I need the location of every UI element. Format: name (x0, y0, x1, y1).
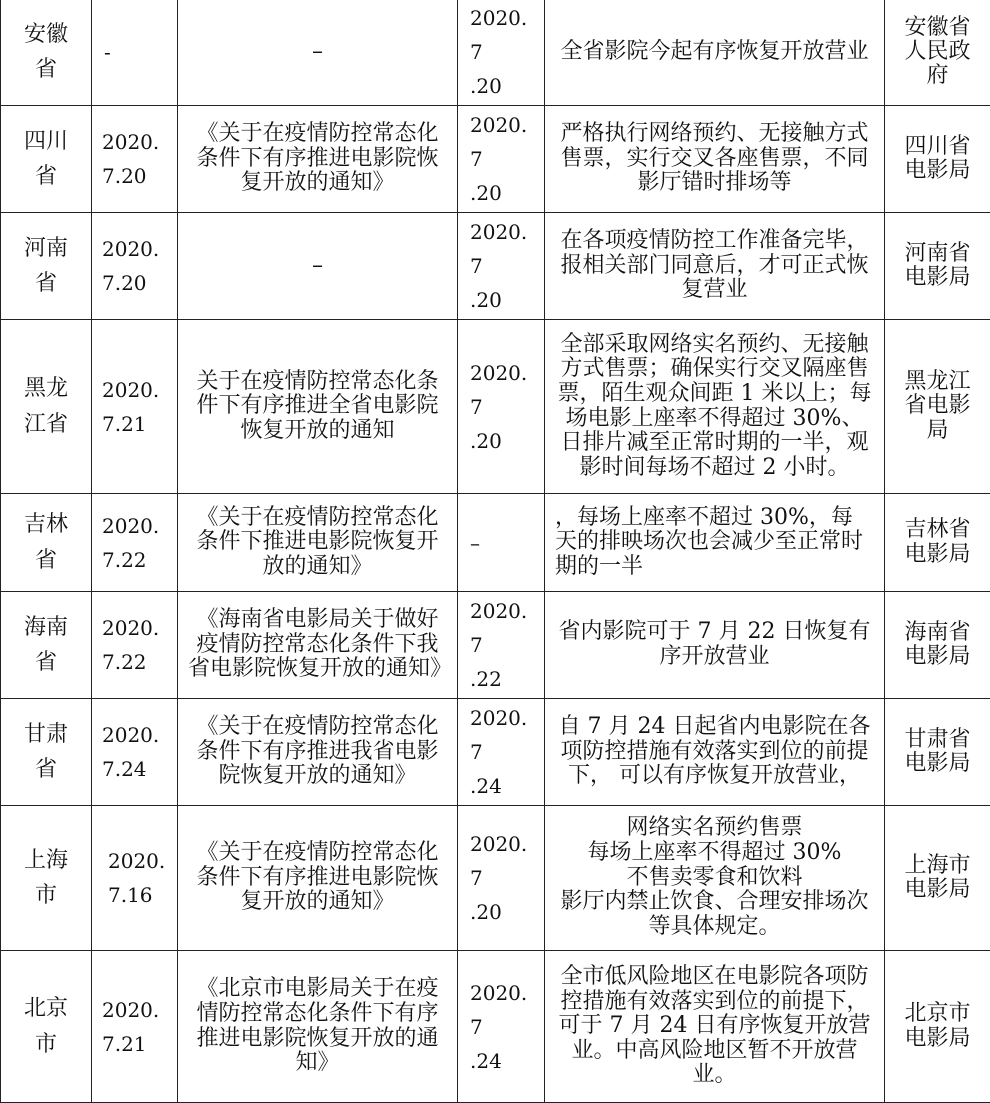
document-cell: 《关于在疫情防控常态化条件下有序推进我省电影院恢复开放的通知》 (178, 699, 458, 806)
requirement-line: 每场上座率不得超过 30% (555, 841, 874, 866)
effective-date-part2: .20 (470, 895, 538, 929)
effective-date-cell (458, 213, 545, 320)
requirements-cell: 自 7 月 24 日起省内电影院在各项防控措施有效落实到位的前提下， 可以有序恢复开放营业， (545, 699, 885, 806)
issue-date-cell (92, 213, 178, 320)
province-cell: 海南省 (1, 592, 92, 699)
agency-cell: 四川省电影局 (885, 106, 990, 213)
table-row-henan (1, 213, 990, 320)
issue-date-part2: 7.16 (108, 878, 171, 912)
requirements-cell: ，每场上座率不超过 30%，每天的排映场次也会减少至正常时期的一半 (545, 494, 885, 592)
issue-date-cell (92, 592, 178, 699)
effective-date-part2: .24 (470, 1044, 538, 1078)
requirements-cell: 全部采取网络实名预约、无接触方式售票；确保实行交叉隔座售票，陌生观众间距 1 米以上；每场电影上座率不得超过 30%、日排片减至正常时期的一半，观影时间每场不超过 2 小时。 (545, 320, 885, 494)
effective-date-part1: 2020.7 (470, 215, 538, 283)
province-cell: 北京市 (1, 951, 92, 1103)
effective-date-part1: 2020.7 (470, 1, 538, 69)
issue-date-cell (92, 699, 178, 806)
document-cell: – (178, 0, 458, 106)
document-cell: 《关于在疫情防控常态化条件下有序推进电影院恢复开放的通知》 (178, 806, 458, 951)
issue-date-part1: 2020. (102, 611, 171, 645)
province-cell: 吉林省 (1, 494, 92, 592)
requirements-cell: 在各项疫情防控工作准备完毕，报相关部门同意后，才可正式恢复营业 (545, 213, 885, 320)
effective-date-part1: 2020.7 (470, 827, 538, 895)
effective-date-cell (458, 951, 545, 1103)
issue-date-cell (92, 494, 178, 592)
document-cell: – (178, 213, 458, 320)
requirements-cell: 严格执行网络预约、无接触方式售票，实行交叉各座售票，不同影厅错时排场等 (545, 106, 885, 213)
issue-date-part1: 2020. (102, 125, 171, 159)
requirements-cell (545, 806, 885, 951)
issue-date-cell (92, 951, 178, 1103)
effective-date-part1: 2020.7 (470, 356, 538, 424)
requirement-line: 影厅内禁止饮食、合理安排场次等具体规定。 (555, 890, 874, 939)
effective-date-part2: .20 (470, 424, 538, 458)
issue-date-cell (92, 320, 178, 494)
document-cell: 《关于在疫情防控常态化条件下推进电影院恢复开放的通知》 (178, 494, 458, 592)
issue-date-part1: 2020. (102, 993, 171, 1027)
requirements-cell: 全省影院今起有序恢复开放营业 (545, 0, 885, 106)
province-cell: 黑龙江省 (1, 320, 92, 494)
province-cell: 安徽省 (1, 0, 92, 106)
effective-date-cell (458, 106, 545, 213)
document-cell: 《关于在疫情防控常态化条件下有序推进电影院恢复开放的通知》 (178, 106, 458, 213)
effective-date-part2: .20 (470, 283, 538, 317)
requirement-line: 网络实名预约售票 (555, 816, 874, 841)
issue-date-part2: 7.21 (102, 1027, 171, 1061)
effective-date-cell (458, 320, 545, 494)
issue-date-part1: 2020. (102, 718, 171, 752)
issue-date-part2: 7.20 (102, 266, 171, 300)
requirement-line: 不售卖零食和饮料 (555, 866, 874, 891)
effective-date-part2: .20 (470, 176, 538, 210)
table-row-gansu (1, 699, 990, 806)
issue-date-cell (92, 106, 178, 213)
table-row-sichuan (1, 106, 990, 213)
issue-date-part2: 7.20 (102, 159, 171, 193)
agency-cell: 河南省电影局 (885, 213, 990, 320)
agency-cell: 甘肃省电影局 (885, 699, 990, 806)
issue-date-part1: 2020. (102, 373, 171, 407)
effective-date-part2: .20 (470, 69, 538, 103)
effective-date-cell (458, 494, 545, 592)
effective-date-part1: 2020.7 (470, 108, 538, 176)
table-row-hainan (1, 592, 990, 699)
effective-date-cell (458, 0, 545, 106)
issue-date-part1: 2020. (102, 509, 171, 543)
agency-cell: 安徽省人民政府 (885, 0, 990, 106)
document-cell: 《北京市电影局关于在疫情防控常态化条件下有序推进电影院恢复开放的通知》 (178, 951, 458, 1103)
issue-date-part2: 7.21 (102, 407, 171, 441)
issue-date-cell: - (92, 0, 178, 106)
effective-date-part1: 2020.7 (470, 701, 538, 769)
table-row-jilin (1, 494, 990, 592)
issue-date-part1: 2020. (108, 844, 171, 878)
requirements-cell: 全市低风险地区在电影院各项防控措施有效落实到位的前提下， 可于 7 月 24 日有序恢复开放营业。中高风险地区暂不开放营业。 (545, 951, 885, 1103)
issue-date-part2: 7.22 (102, 645, 171, 679)
effective-date-cell (458, 699, 545, 806)
province-cell: 甘肃省 (1, 699, 92, 806)
table-row-beijing (1, 951, 990, 1103)
document-cell: 关于在疫情防控常态化条件下有序推进全省电影院恢复开放的通知 (178, 320, 458, 494)
agency-cell: 上海市电影局 (885, 806, 990, 951)
province-cell: 河南省 (1, 213, 92, 320)
table-row-shanghai (1, 806, 990, 951)
effective-date-part1: – (470, 526, 538, 560)
effective-date-part2: .22 (470, 662, 538, 696)
agency-cell: 海南省电影局 (885, 592, 990, 699)
effective-date-cell (458, 806, 545, 951)
effective-date-cell (458, 592, 545, 699)
issue-date-part2: 7.22 (102, 543, 171, 577)
effective-date-part1: 2020.7 (470, 594, 538, 662)
table-row-heilongjiang (1, 320, 990, 494)
issue-date-cell (92, 806, 178, 951)
requirements-cell: 省内影院可于 7 月 22 日恢复有序开放营业 (545, 592, 885, 699)
province-cell: 四川省 (1, 106, 92, 213)
agency-cell: 北京市电影局 (885, 951, 990, 1103)
province-cell: 上海市 (1, 806, 92, 951)
issue-date-part1: 2020. (102, 232, 171, 266)
agency-cell: 黑龙江省电影局 (885, 320, 990, 494)
issue-date-part2: 7.24 (102, 752, 171, 786)
document-cell: 《海南省电影局关于做好疫情防控常态化条件下我省电影院恢复开放的通知》 (178, 592, 458, 699)
agency-cell: 吉林省电影局 (885, 494, 990, 592)
effective-date-part1: 2020.7 (470, 976, 538, 1044)
effective-date-part2: .24 (470, 769, 538, 803)
table-row-anhui (1, 0, 990, 106)
